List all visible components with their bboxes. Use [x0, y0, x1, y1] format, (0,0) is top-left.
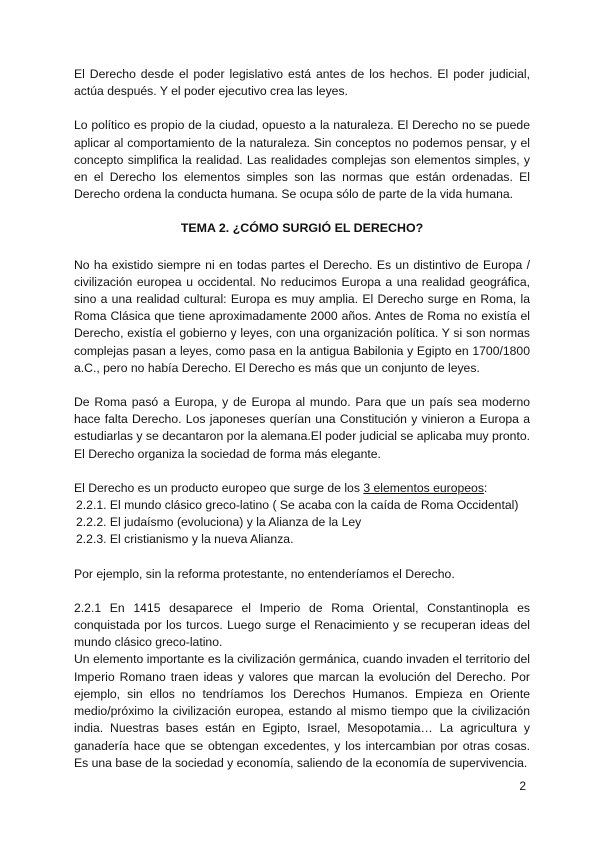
paragraph-political-nature: Lo político es propio de la ciudad, opuesto a la naturaleza. El Derecho no se puede aplicar al comportamiento de la naturaleza. Sin conceptos no podemos pensar, y el concepto simplifica la realidad. Las realidades complejas son elementos simples, y en el Derecho los elementos simples son las normas que están ordenadas. El Derecho ordena la conducta humana. Se ocupa sólo de parte de la vida humana. — [74, 118, 530, 202]
paragraph-germanic-civilization: Un elemento importante es la civilización germánica, cuando invaden el territorio del Imperio Romano traen ideas y valores que marcan la evolución del Derecho. Por ejemplo, sin ellos no tendríamos los Derechos Humanos. Empieza en Oriente medio/próximo la civilización europea, estando al mismo tiempo que la civilización india. Nuestras bases están en Egipto, Israel, Mesopotamia… La agricultura y ganadería hace que se obtengan excedentes, y los intercambian por otras cosas. Es una base de la sociedad y economía, saliendo de la economía de supervivencia. — [74, 652, 530, 770]
list-item: 2.2.3. El cristianismo y la nueva Alianza. — [76, 532, 294, 547]
paragraph-european-elements — [74, 480, 530, 497]
elements-suffix-text: : — [483, 480, 488, 495]
paragraph-origin-of-law: No ha existido siempre ni en todas partes el Derecho. Es un distintivo de Europa / civilización europea u occidental. No reducimos Europa a una realidad geográfica, sino a una realidad cultural: Europa es muy amplia. El Derecho surge en Roma, la Roma Clásica que tiene aproximadamente 2000 años. Antes de Roma no existía el Derecho, existía el gobierno y leyes, con una organización política. Y si son normas complejas pasan a leyes, como pasa en la antigua Babilonia y Egipto en 1700/1800 a.C., pero no había Derecho. El Derecho es más que un conjunto de leyes. — [74, 257, 530, 375]
section-title: TEMA 2. ¿CÓMO SURGIÓ EL DERECHO? — [180, 221, 424, 236]
list-item: 2.2.1. El mundo clásico greco-latino ( Se acaba con la caída de Roma Occidental) — [76, 498, 519, 513]
paragraph-legislative-power: El Derecho desde el poder legislativo está antes de los hechos. El poder judicial, actúa después. Y el poder ejecutivo crea las leyes. — [74, 67, 530, 99]
page-number: 2 — [519, 779, 526, 793]
paragraph-rome-to-europe: De Roma pasó a Europa, y de Europa al mundo. Para que un país sea moderno hace falta Derecho. Los japoneses querían una Constitución y vinieron a Europa a estudiarlas y se decantaron por la alemana.El poder judicial se aplicaba muy pronto. El Derecho organiza la sociedad de forma más elegante. — [74, 395, 530, 461]
paragraph-2-2-1: 2.2.1 En 1415 desaparece el Imperio de Roma Oriental, Constantinopla es conquistada por los turcos. Luego surge el Renacimiento y se recuperan ideas del mundo clásico greco-latino. — [74, 600, 530, 650]
document-body — [74, 66, 530, 772]
paragraph-protestant-reform: Por ejemplo, sin la reforma protestante, no entenderíamos el Derecho. — [74, 566, 455, 581]
elements-underlined-text: 3 elementos europeos — [363, 480, 484, 495]
elements-intro-text: El Derecho es un producto europeo que surge de los — [74, 480, 364, 495]
list-item: 2.2.2. El judaísmo (evoluciona) y la Alianza de la Ley — [76, 515, 362, 530]
